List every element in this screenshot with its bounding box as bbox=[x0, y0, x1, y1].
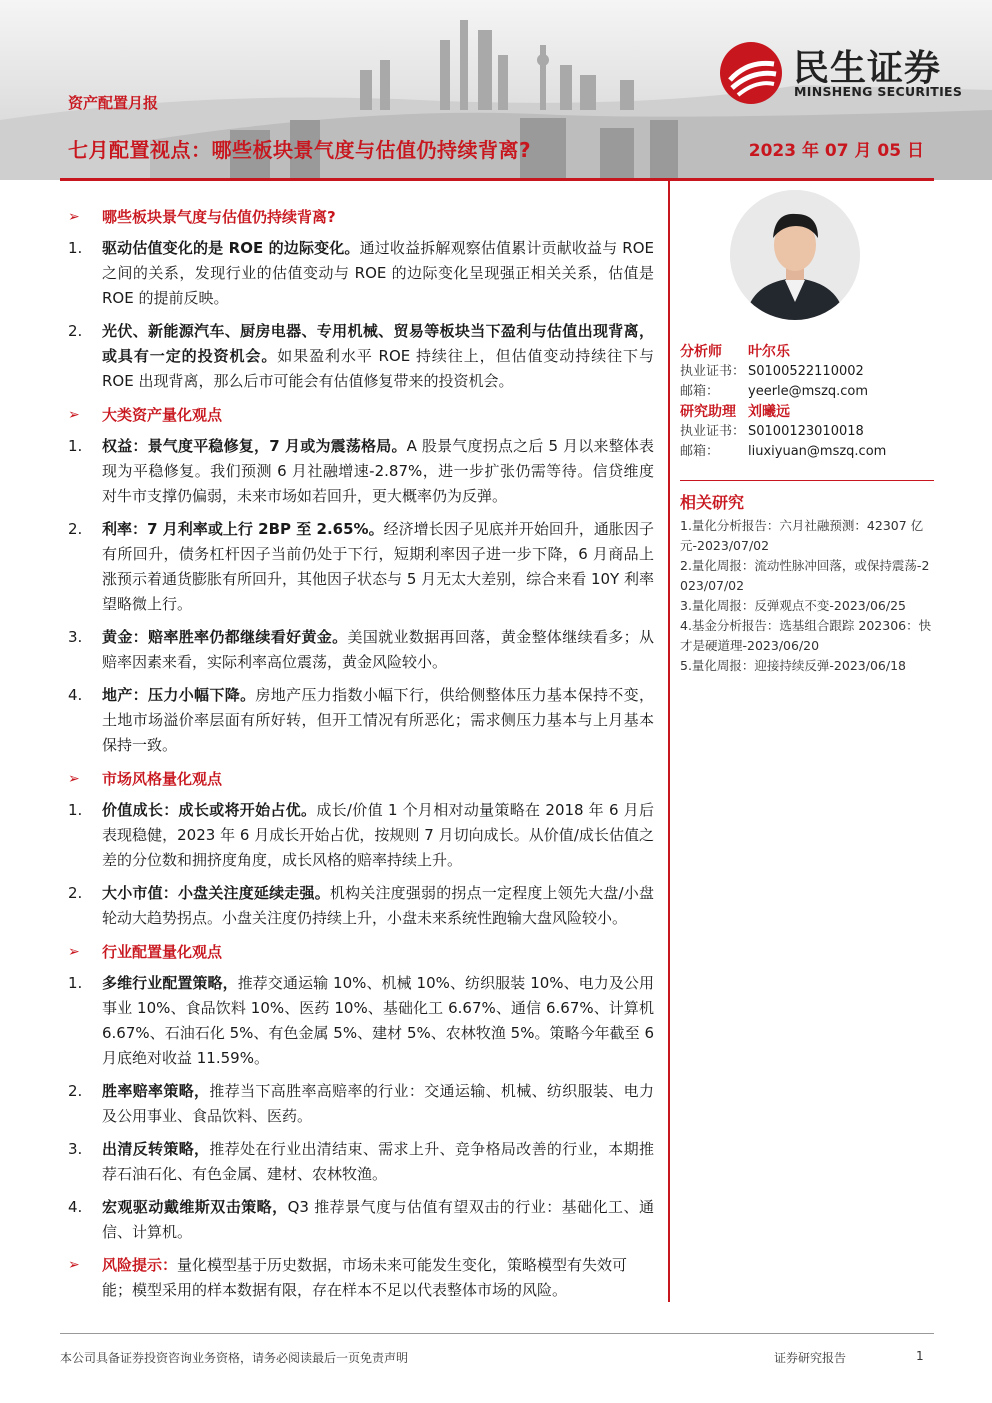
assistant-role-row: 研究助理 刘曦远 bbox=[680, 404, 790, 420]
list-item: 3. 出清反转策略，推荐处在行业出清结束、需求上升、竞争格局改善的行业，本期推荐石油石化、有色金属、建材、农林牧渔。 bbox=[68, 1140, 654, 1183]
arrow-bullet-icon: ➢ bbox=[68, 1257, 80, 1273]
list-item: 1. 价值成长：成长或将开始占优。成长/价值 1 个月相对动量策略在 2018 年 6 月后表现稳健，2023 年 6 月成长开始占优，按规则 7 月切向成长。从价值/成长估值之差的分位数和拥挤度角度，成长风格的赔率持续上升。 bbox=[68, 801, 654, 869]
analyst-name: 叶尔乐 bbox=[748, 344, 790, 360]
brand-logo bbox=[718, 38, 968, 108]
arrow-bullet-icon: ➢ bbox=[68, 943, 80, 960]
footer-category: 证券研究报告 bbox=[774, 1351, 847, 1365]
section-heading: ➢ 大类资产量化观点 bbox=[68, 402, 654, 428]
minsheng-logo-icon bbox=[718, 40, 784, 106]
related-item[interactable]: 1.量化分析报告：六月社融预测：42307 亿元-2023/07/02 bbox=[680, 518, 924, 553]
main-content bbox=[68, 204, 654, 1303]
footer-rule bbox=[60, 1333, 934, 1334]
list-item: 1. 驱动估值变化的是 ROE 的边际变化。通过收益拆解观察估值累计贡献收益与 ROE 之间的关系，发现行业的估值变动与 ROE 的边际变化呈现强正相关关系，估值是 ROE 的提前反映。 bbox=[68, 239, 654, 307]
brand-name-cn: 民生证券 bbox=[793, 48, 942, 89]
list-item: 2. 胜率赔率策略，推荐当下高胜率高赔率的行业：交通运输、机械、纺织服装、电力及公用事业、食品饮料、医药。 bbox=[68, 1082, 654, 1125]
sidebar-divider bbox=[680, 480, 934, 481]
section-heading: ➢ 哪些板块景气度与估值仍持续背离? bbox=[68, 204, 654, 230]
list-item: 2. 大小市值：小盘关注度延续走强。机构关注度强弱的拐点一定程度上领先大盘/小盘轮动大趋势拐点。小盘关注度仍持续上升，小盘未来系统性跑输大盘风险较小。 bbox=[68, 884, 654, 927]
analyst-email-row: 邮箱： yeerle@mszq.com bbox=[680, 382, 934, 402]
assistant-name: 刘曦远 bbox=[748, 404, 790, 420]
report-type: 资产配置月报 bbox=[68, 94, 159, 112]
related-research-list bbox=[680, 516, 932, 676]
assistant-cert-row: 执业证书： S0100123010018 bbox=[680, 424, 864, 439]
list-item: 4. 地产：压力小幅下降。房地产压力指数小幅下行，供给侧整体压力基本保持不变，土地市场溢价率层面有所好转，但开工情况有所恶化；需求侧压力基本与上月基本保持一致。 bbox=[68, 686, 654, 754]
header-rule bbox=[60, 178, 934, 181]
risk-warning: ➢ 风险提示：量化模型基于历史数据，市场未来可能发生变化，策略模型有失效可能；模型采用的样本数据有限，存在样本不足以代表整体市场的风险。 bbox=[68, 1253, 654, 1303]
brand-name-en: MINSHENG SECURITIES bbox=[794, 84, 963, 99]
section-heading: ➢ 行业配置量化观点 bbox=[68, 939, 654, 965]
related-item[interactable]: 3.量化周报：反弹观点不变-2023/06/25 bbox=[680, 598, 906, 613]
arrow-bullet-icon: ➢ bbox=[68, 770, 80, 787]
report-title: 七月配置视点：哪些板块景气度与估值仍持续背离? bbox=[68, 138, 532, 162]
analyst-role-row: 分析师 叶尔乐 bbox=[680, 344, 790, 360]
list-item: 1. 权益：景气度平稳修复，7 月或为震荡格局。A 股景气度拐点之后 5 月以来整体表现为平稳修复。我们预测 6 月社融增速-2.87%，进一步扩张仍需等待。信贷维度对牛市支撑仍偏弱，未来市场如若回升，更大概率仍为反弹。 bbox=[68, 437, 654, 505]
person-portrait-icon bbox=[730, 190, 860, 320]
report-date: 2023 年 07 月 05 日 bbox=[748, 141, 924, 161]
arrow-bullet-icon: ➢ bbox=[68, 208, 80, 225]
list-item: 1. 多维行业配置策略，推荐交通运输 10%、机械 10%、纺织服装 10%、电力及公用事业 10%、食品饮料 10%、医药 10%、基础化工 6.67%、通信 6.67%、计算机 6.67%、石油石化 5%、有色金属 5%、建材 5%、农林牧渔 5%。策略今年截至 6 月底绝对收益 11.59%。 bbox=[68, 974, 654, 1067]
assistant-email-link[interactable]: liuxiyuan@mszq.com bbox=[748, 444, 887, 459]
analyst-photo bbox=[730, 190, 860, 320]
list-item: 3. 黄金：赔率胜率仍都继续看好黄金。美国就业数据再回落，黄金整体继续看多；从赔率因素来看，实际利率高位震荡，黄金风险较小。 bbox=[68, 628, 654, 671]
column-divider bbox=[668, 181, 670, 1302]
related-item[interactable]: 5.量化周报：迎接持续反弹-2023/06/18 bbox=[680, 658, 906, 673]
header-banner bbox=[0, 0, 992, 180]
analyst-email-link[interactable]: yeerle@mszq.com bbox=[748, 384, 869, 399]
section-heading: ➢ 市场风格量化观点 bbox=[68, 766, 654, 792]
related-item[interactable]: 2.量化周报：流动性脉冲回落，或保持震荡-2023/07/02 bbox=[680, 558, 930, 593]
analyst-info bbox=[680, 342, 934, 462]
arrow-bullet-icon: ➢ bbox=[68, 406, 80, 423]
related-research-title: 相关研究 bbox=[680, 493, 745, 512]
assistant-email-row: 邮箱： liuxiyuan@mszq.com bbox=[680, 442, 934, 462]
list-item: 2. 利率：7 月利率或上行 2BP 至 2.65%。经济增长因子见底并开始回升，通胀因子有所回升，债务杠杆因子当前仍处于下行，短期利率因子进一步下降，6 月商品上涨预示着通货膨胀有所回升，其他因子状态与 5 月无太大差别，综合来看 10Y 利率望略微上行。 bbox=[68, 520, 654, 613]
analyst-cert-row: 执业证书： S0100522110002 bbox=[680, 364, 864, 379]
list-item: 4. 宏观驱动戴维斯双击策略，Q3 推荐景气度与估值有望双击的行业：基础化工、通信、计算机。 bbox=[68, 1198, 654, 1241]
related-item[interactable]: 4.基金分析报告：选基组合跟踪 202306：快才是硬道理-2023/06/20 bbox=[680, 618, 932, 653]
page-number: 1 bbox=[916, 1349, 924, 1363]
list-item: 2. 光伏、新能源汽车、厨房电器、专用机械、贸易等板块当下盈利与估值出现背离，或具有一定的投资机会。如果盈利水平 ROE 持续往上，但估值变动持续往下与 ROE 出现背离，那么后市可能会有估值修复带来的投资机会。 bbox=[68, 322, 654, 390]
footer-disclaimer: 本公司具备证券投资咨询业务资格，请务必阅读最后一页免责声明 bbox=[60, 1351, 409, 1365]
